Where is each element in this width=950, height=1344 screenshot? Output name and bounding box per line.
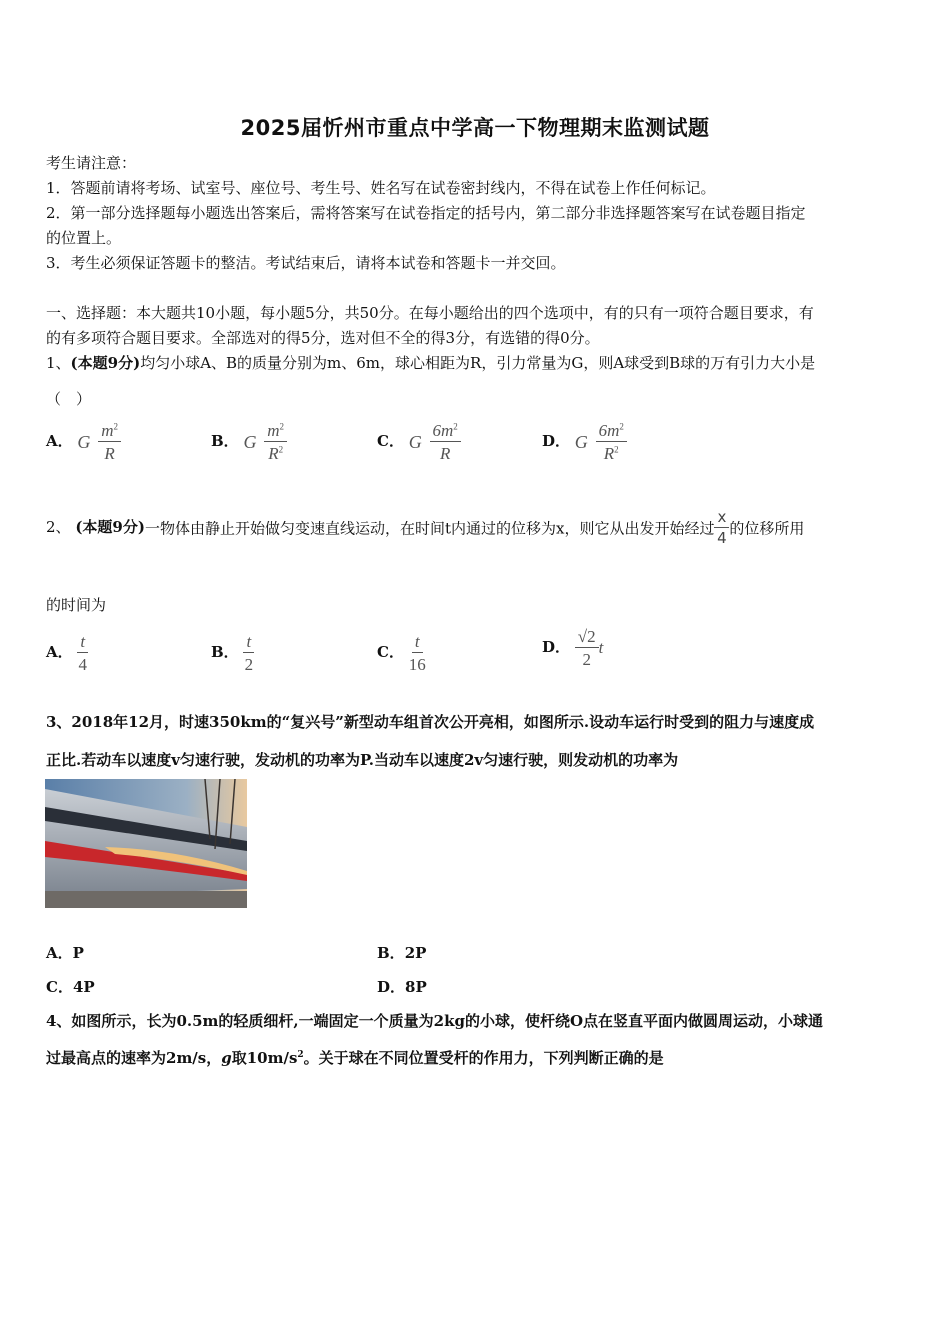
q3-line-1: 3、2018年12月，时速350km的“复兴号”新型动车组首次公开亮相，如图所示.设动车运行时受到的阻力与速度成: [46, 713, 815, 731]
q4-line-1: 4、如图所示，长为0.5m的轻质细杆,一端固定一个质量为2kg的小球，使杆绕O点在竖直平面内做圆周运动，小球通: [46, 1012, 824, 1030]
notice-item-2-cont: 的位置上。: [46, 229, 122, 247]
q2-line-2: 的时间为: [46, 596, 107, 614]
q2-option-a[interactable]: A． $\frac{t}{4}$: [46, 632, 88, 674]
q2-fraction: $\frac{x}{4}$: [714, 510, 729, 546]
q1-score: (本题9分): [70, 354, 141, 372]
q4-line-2: 过最高点的速率为2m/s，g取$10m/s^2$。关于球在不同位置受杆的作用力，下列判断正确的是: [46, 1049, 664, 1067]
q1-text: 均匀小球A、B的质量分别为m、6m，球心相距为R，引力常量为G，则A球受到B球的万有引力大小是: [140, 354, 816, 372]
q3-option-d[interactable]: D．8P: [377, 978, 427, 996]
q1-option-d[interactable]: D． G $\frac{6m^2}{R^2}$: [542, 422, 627, 462]
q1-option-c[interactable]: C． G $\frac{6m^2}{R}$: [377, 422, 461, 462]
q3-option-b[interactable]: B．2P: [377, 944, 427, 962]
q2-text-after: 的位移所用: [729, 519, 805, 538]
q3-option-a[interactable]: A．P: [46, 944, 84, 962]
page-title: 2025届忻州市重点中学高一下物理期末监测试题: [240, 116, 710, 140]
q1-a-fraction: $\frac{m^2}{R}$: [98, 422, 121, 462]
q1-option-b[interactable]: B． G $\frac{m^2}{R^2}$: [211, 422, 287, 462]
q2-option-c[interactable]: C． $\frac{t}{16}$: [377, 632, 426, 674]
q3-option-c[interactable]: C．4P: [46, 978, 95, 996]
q1-option-a[interactable]: A． G $\frac{m^2}{R}$: [46, 422, 121, 462]
q1-number: 1、: [46, 354, 71, 372]
q2-score: (本题9分): [75, 518, 145, 536]
notice-item-2: 2．第一部分选择题每小题选出答案后，需将答案写在试卷指定的括号内，第二部分非选择题答案写在试卷题目指定: [46, 204, 806, 222]
notice-item-3: 3．考生必须保证答题卡的整洁。考试结束后，请将本试卷和答题卡一并交回。: [46, 254, 566, 272]
q2-a-fraction: $\frac{t}{4}$: [78, 632, 88, 674]
q2-d-fraction: $\frac{√2}{2}$: [575, 628, 599, 668]
q2-b-fraction: $\frac{t}{2}$: [244, 632, 254, 674]
q1-c-fraction: $\frac{6m^2}{R}$: [430, 422, 461, 462]
section-line-1: 一、选择题：本大题共10小题，每小题5分，共50分。在每小题给出的四个选项中，有的只有一项符合题目要求，有: [46, 304, 814, 322]
q2-number: 2、: [46, 518, 71, 536]
q2-text: 一物体由静止开始做匀变速直线运动，在时间t内通过的位移为x，则它从出发开始经过: [144, 519, 715, 538]
notice-item-1: 1．答题前请将考场、试室号、座位号、考生号、姓名写在试卷密封线内，不得在试卷上作任何标记。: [46, 179, 716, 197]
q2-option-d[interactable]: D． $\frac{√2}{2}$ t: [542, 627, 604, 669]
train-photo: [45, 779, 247, 908]
q1-d-fraction: $\frac{6m^2}{R^2}$: [596, 422, 627, 462]
section-line-2: 的有多项符合题目要求。全部选对的得5分，选对但不全的得3分，有选错的得0分。: [46, 329, 600, 347]
q2-option-b[interactable]: B． $\frac{t}{2}$: [211, 632, 254, 674]
notice-heading: 考生请注意：: [46, 154, 137, 172]
q2-c-fraction: $\frac{t}{16}$: [408, 632, 426, 674]
q2-stem: [46, 510, 804, 546]
q1-stem: [46, 352, 815, 373]
q1-b-fraction: $\frac{m^2}{R^2}$: [264, 422, 287, 462]
q3-line-2: 正比.若动车以速度v匀速行驶，发动机的功率为P.当动车以速度2v匀速行驶，则发动机的功率为: [46, 751, 679, 769]
q1-blank: （ ）: [46, 390, 92, 408]
